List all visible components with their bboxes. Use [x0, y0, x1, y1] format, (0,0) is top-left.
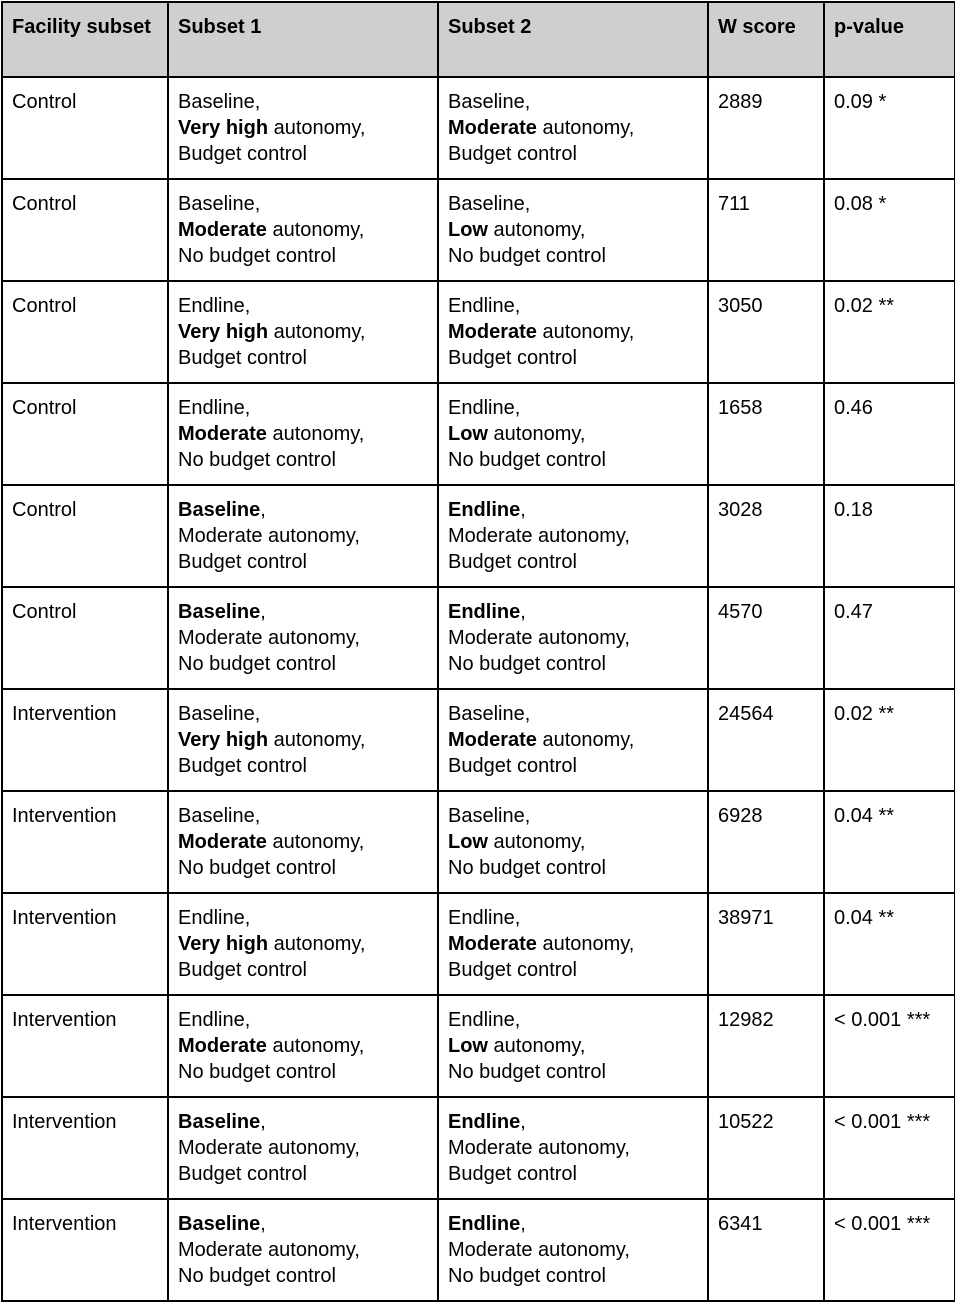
subset-2-cell — [438, 1097, 708, 1199]
subset-line — [178, 957, 428, 983]
w-score-cell: 4570 — [708, 587, 824, 689]
subset-line — [178, 1263, 428, 1289]
subset-line — [448, 447, 698, 473]
subset-text: Moderate autonomy, — [448, 627, 630, 649]
table-row — [2, 179, 955, 281]
subset-text: No budget control — [448, 857, 606, 879]
header-subset-2: Subset 2 — [438, 2, 708, 77]
table-row — [2, 689, 955, 791]
subset-line — [178, 651, 428, 677]
subset-line — [448, 829, 698, 855]
subset-1-cell — [168, 587, 438, 689]
p-value-cell: 0.09 * — [824, 77, 955, 179]
w-score-cell: 12982 — [708, 995, 824, 1097]
w-score-cell: 6928 — [708, 791, 824, 893]
w-score-cell: 10522 — [708, 1097, 824, 1199]
subset-line — [178, 1211, 428, 1237]
subset-emphasis: Endline — [448, 1111, 521, 1133]
subset-line — [448, 727, 698, 753]
subset-line — [178, 497, 428, 523]
subset-text: No budget control — [178, 449, 336, 471]
table-row — [2, 893, 955, 995]
subset-1-cell — [168, 485, 438, 587]
subset-line — [448, 1237, 698, 1263]
w-score-cell: 1658 — [708, 383, 824, 485]
subset-text: autonomy, — [488, 1035, 586, 1057]
subset-line — [448, 1109, 698, 1135]
subset-text: , — [260, 1111, 266, 1133]
w-score-cell: 38971 — [708, 893, 824, 995]
subset-text: autonomy, — [268, 729, 366, 751]
subset-emphasis: Very high — [178, 933, 269, 955]
subset-emphasis: Low — [448, 1035, 488, 1057]
subset-line — [448, 345, 698, 371]
table-row — [2, 281, 955, 383]
subset-text: Endline, — [178, 397, 251, 419]
subset-line — [448, 599, 698, 625]
subset-line — [178, 803, 428, 829]
subset-line — [178, 141, 428, 167]
subset-emphasis: Moderate — [448, 729, 537, 751]
subset-2-cell — [438, 77, 708, 179]
subset-text: autonomy, — [536, 729, 635, 751]
w-score-cell: 24564 — [708, 689, 824, 791]
subset-emphasis: Moderate — [448, 933, 537, 955]
subset-line — [178, 345, 428, 371]
header-facility-subset: Facility subset — [2, 2, 168, 77]
table-row — [2, 791, 955, 893]
subset-line — [178, 1033, 428, 1059]
facility-subset-cell: Control — [2, 485, 168, 587]
subset-line — [448, 1135, 698, 1161]
subset-line — [448, 753, 698, 779]
subset-text: autonomy, — [488, 219, 586, 241]
subset-line — [448, 701, 698, 727]
subset-text: , — [520, 1213, 526, 1235]
table-row — [2, 383, 955, 485]
subset-text: , — [260, 601, 266, 623]
subset-line — [178, 1007, 428, 1033]
subset-line — [448, 1033, 698, 1059]
p-value-cell: < 0.001 *** — [824, 1199, 955, 1301]
subset-line — [448, 1263, 698, 1289]
subset-text: Moderate autonomy, — [448, 525, 630, 547]
subset-text: Baseline, — [178, 193, 261, 215]
subset-1-cell — [168, 689, 438, 791]
subset-line — [448, 957, 698, 983]
subset-text: Budget control — [448, 755, 577, 777]
subset-2-cell — [438, 587, 708, 689]
subset-text: Moderate autonomy, — [448, 1239, 630, 1261]
facility-subset-cell: Control — [2, 77, 168, 179]
p-value-cell: 0.47 — [824, 587, 955, 689]
subset-text: No budget control — [178, 1061, 336, 1083]
p-value-cell: < 0.001 *** — [824, 1097, 955, 1199]
subset-line — [448, 625, 698, 651]
subset-line — [178, 319, 428, 345]
p-value-cell: 0.04 ** — [824, 893, 955, 995]
table-row — [2, 587, 955, 689]
subset-text: No budget control — [448, 449, 606, 471]
facility-subset-cell: Control — [2, 383, 168, 485]
subset-2-cell — [438, 791, 708, 893]
subset-line — [178, 625, 428, 651]
subset-text: autonomy, — [488, 423, 586, 445]
subset-1-cell — [168, 77, 438, 179]
subset-emphasis: Baseline — [178, 601, 261, 623]
subset-text: Budget control — [178, 959, 307, 981]
header-p-value: p-value — [824, 2, 955, 77]
p-value-cell: 0.04 ** — [824, 791, 955, 893]
subset-text: Budget control — [178, 143, 307, 165]
w-score-cell: 3050 — [708, 281, 824, 383]
facility-subset-cell: Intervention — [2, 995, 168, 1097]
subset-emphasis: Low — [448, 831, 488, 853]
subset-1-cell — [168, 1199, 438, 1301]
subset-emphasis: Very high — [178, 729, 269, 751]
subset-text: Moderate autonomy, — [178, 627, 360, 649]
p-value-cell: < 0.001 *** — [824, 995, 955, 1097]
facility-subset-cell: Intervention — [2, 1097, 168, 1199]
subset-line — [448, 651, 698, 677]
subset-text: No budget control — [178, 1265, 336, 1287]
p-value-cell: 0.02 ** — [824, 689, 955, 791]
subset-line — [178, 599, 428, 625]
subset-text: No budget control — [178, 857, 336, 879]
subset-emphasis: Baseline — [178, 1213, 261, 1235]
subset-line — [178, 753, 428, 779]
subset-text: autonomy, — [268, 933, 366, 955]
subset-text: , — [520, 601, 526, 623]
subset-line — [178, 191, 428, 217]
subset-line — [448, 803, 698, 829]
subset-text: Baseline, — [178, 91, 261, 113]
subset-2-cell — [438, 281, 708, 383]
subset-text: Endline, — [448, 1009, 521, 1031]
subset-line — [448, 191, 698, 217]
subset-text: autonomy, — [536, 117, 635, 139]
subset-emphasis: Endline — [448, 601, 521, 623]
subset-line — [178, 701, 428, 727]
subset-line — [448, 421, 698, 447]
subset-line — [448, 905, 698, 931]
subset-line — [448, 115, 698, 141]
subset-line — [448, 1161, 698, 1187]
subset-emphasis: Baseline — [178, 1111, 261, 1133]
subset-text: Budget control — [178, 1163, 307, 1185]
subset-text: Budget control — [448, 959, 577, 981]
subset-2-cell — [438, 995, 708, 1097]
subset-line — [178, 1237, 428, 1263]
subset-text: No budget control — [178, 245, 336, 267]
subset-text: No budget control — [448, 245, 606, 267]
subset-text: Budget control — [448, 551, 577, 573]
subset-emphasis: Moderate — [448, 117, 537, 139]
subset-2-cell — [438, 893, 708, 995]
subset-text: Moderate autonomy, — [178, 525, 360, 547]
subset-2-cell — [438, 485, 708, 587]
subset-line — [178, 89, 428, 115]
subset-emphasis: Very high — [178, 117, 269, 139]
subset-text: , — [260, 499, 266, 521]
subset-line — [178, 217, 428, 243]
subset-line — [448, 243, 698, 269]
subset-text: Baseline, — [178, 703, 261, 725]
subset-1-cell — [168, 179, 438, 281]
subset-text: No budget control — [448, 1061, 606, 1083]
header-subset-1: Subset 1 — [168, 2, 438, 77]
subset-2-cell — [438, 689, 708, 791]
p-value-cell: 0.46 — [824, 383, 955, 485]
subset-line — [448, 1211, 698, 1237]
subset-2-cell — [438, 179, 708, 281]
subset-1-cell — [168, 893, 438, 995]
subset-emphasis: Moderate — [448, 321, 537, 343]
subset-line — [448, 217, 698, 243]
subset-text: autonomy, — [266, 1035, 365, 1057]
subset-line — [178, 931, 428, 957]
p-value-cell: 0.08 * — [824, 179, 955, 281]
subset-text: Baseline, — [448, 805, 531, 827]
subset-text: autonomy, — [536, 321, 635, 343]
subset-line — [178, 421, 428, 447]
table-row — [2, 1097, 955, 1199]
subset-text: Endline, — [448, 907, 521, 929]
facility-subset-cell: Intervention — [2, 791, 168, 893]
subset-text: Budget control — [178, 347, 307, 369]
subset-1-cell — [168, 1097, 438, 1199]
subset-emphasis: Moderate — [178, 1035, 267, 1057]
subset-text: Budget control — [178, 755, 307, 777]
subset-1-cell — [168, 995, 438, 1097]
subset-text: autonomy, — [268, 321, 366, 343]
p-value-cell: 0.18 — [824, 485, 955, 587]
subset-text: No budget control — [448, 1265, 606, 1287]
subset-text: Endline, — [448, 295, 521, 317]
subset-line — [448, 395, 698, 421]
subset-text: Endline, — [178, 907, 251, 929]
table-row — [2, 77, 955, 179]
subset-line — [448, 141, 698, 167]
subset-line — [178, 447, 428, 473]
subset-text: , — [520, 1111, 526, 1133]
table-row — [2, 1199, 955, 1301]
subset-line — [178, 727, 428, 753]
subset-1-cell — [168, 281, 438, 383]
subset-line — [178, 1161, 428, 1187]
w-score-cell: 711 — [708, 179, 824, 281]
subset-text: Baseline, — [178, 805, 261, 827]
subset-line — [178, 293, 428, 319]
subset-line — [178, 115, 428, 141]
subset-text: Budget control — [448, 1163, 577, 1185]
subset-emphasis: Low — [448, 219, 488, 241]
facility-subset-cell: Control — [2, 179, 168, 281]
subset-line — [448, 497, 698, 523]
subset-line — [178, 523, 428, 549]
facility-subset-cell: Intervention — [2, 893, 168, 995]
subset-text: Baseline, — [448, 193, 531, 215]
subset-line — [178, 1135, 428, 1161]
w-score-cell: 6341 — [708, 1199, 824, 1301]
results-table — [1, 1, 955, 1302]
subset-text: autonomy, — [536, 933, 635, 955]
subset-line — [178, 1059, 428, 1085]
subset-text: Moderate autonomy, — [178, 1239, 360, 1261]
subset-text: autonomy, — [268, 117, 366, 139]
facility-subset-cell: Intervention — [2, 1199, 168, 1301]
p-value-cell: 0.02 ** — [824, 281, 955, 383]
subset-text: Baseline, — [448, 91, 531, 113]
w-score-cell: 3028 — [708, 485, 824, 587]
subset-text: autonomy, — [488, 831, 586, 853]
subset-text: Budget control — [448, 143, 577, 165]
subset-line — [178, 829, 428, 855]
subset-emphasis: Endline — [448, 499, 521, 521]
subset-text: No budget control — [448, 653, 606, 675]
subset-text: , — [260, 1213, 266, 1235]
subset-text: Endline, — [178, 295, 251, 317]
subset-emphasis: Very high — [178, 321, 269, 343]
subset-2-cell — [438, 1199, 708, 1301]
table-body — [2, 77, 955, 1301]
subset-text: No budget control — [178, 653, 336, 675]
subset-text: Moderate autonomy, — [448, 1137, 630, 1159]
header-row — [2, 2, 955, 77]
subset-line — [178, 243, 428, 269]
subset-line — [178, 855, 428, 881]
subset-emphasis: Endline — [448, 1213, 521, 1235]
facility-subset-cell: Intervention — [2, 689, 168, 791]
subset-line — [448, 1007, 698, 1033]
subset-emphasis: Moderate — [178, 831, 267, 853]
subset-line — [448, 293, 698, 319]
subset-emphasis: Moderate — [178, 219, 267, 241]
subset-text: Baseline, — [448, 703, 531, 725]
subset-text: autonomy, — [266, 219, 365, 241]
subset-text: Endline, — [448, 397, 521, 419]
table-row — [2, 485, 955, 587]
subset-line — [448, 549, 698, 575]
subset-line — [448, 319, 698, 345]
subset-text: autonomy, — [266, 423, 365, 445]
subset-line — [448, 855, 698, 881]
subset-line — [178, 1109, 428, 1135]
subset-text: , — [520, 499, 526, 521]
subset-emphasis: Baseline — [178, 499, 261, 521]
header-w-score: W score — [708, 2, 824, 77]
subset-text: Endline, — [178, 1009, 251, 1031]
subset-text: Budget control — [178, 551, 307, 573]
subset-line — [178, 905, 428, 931]
subset-text: Budget control — [448, 347, 577, 369]
subset-text: autonomy, — [266, 831, 365, 853]
w-score-cell: 2889 — [708, 77, 824, 179]
facility-subset-cell: Control — [2, 587, 168, 689]
subset-text: Moderate autonomy, — [178, 1137, 360, 1159]
subset-1-cell — [168, 383, 438, 485]
subset-line — [448, 523, 698, 549]
subset-line — [448, 89, 698, 115]
subset-1-cell — [168, 791, 438, 893]
table-row — [2, 995, 955, 1097]
subset-emphasis: Moderate — [178, 423, 267, 445]
subset-line — [448, 1059, 698, 1085]
facility-subset-cell: Control — [2, 281, 168, 383]
subset-line — [178, 549, 428, 575]
subset-2-cell — [438, 383, 708, 485]
subset-line — [178, 395, 428, 421]
subset-line — [448, 931, 698, 957]
subset-emphasis: Low — [448, 423, 488, 445]
